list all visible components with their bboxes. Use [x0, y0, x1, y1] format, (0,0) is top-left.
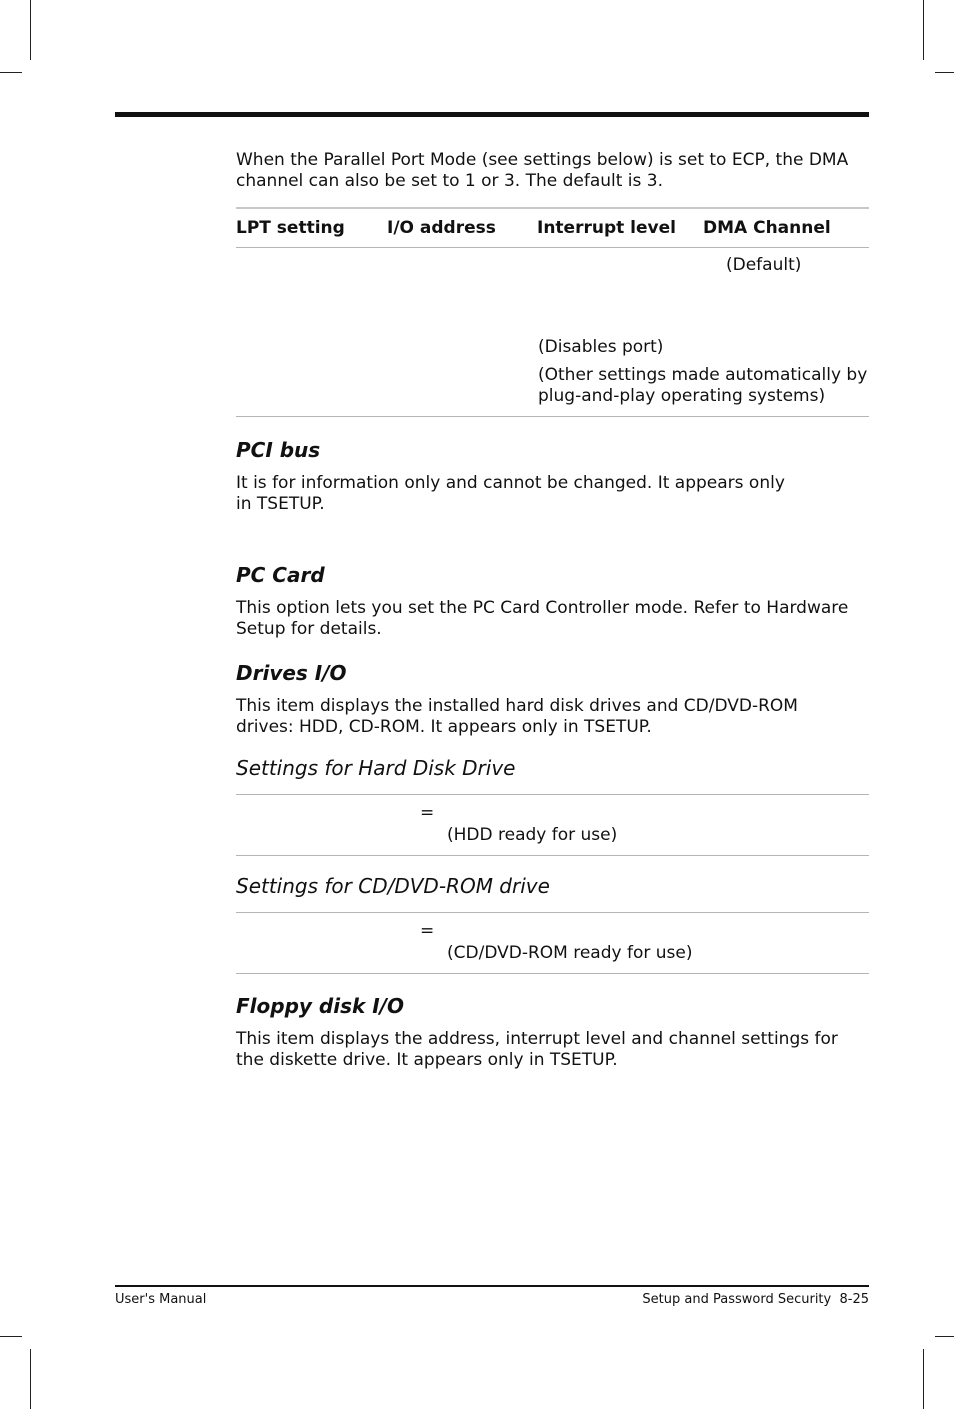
other-note-line: (Other settings made automatically by — [538, 365, 868, 385]
crop-mark — [30, 1349, 31, 1409]
pci-bus-line: It is for information only and cannot be changed. It appears only — [236, 473, 785, 493]
cdrom-bottom-rule — [236, 973, 869, 974]
other-note-line: plug-and-play operating systems) — [538, 386, 826, 406]
drives-io-paragraph — [236, 696, 869, 738]
crop-mark — [923, 1349, 924, 1409]
footer-right: Setup and Password Security 8-25 — [642, 1292, 869, 1307]
cdrom-ready-note: (CD/DVD-ROM ready for use) — [447, 943, 693, 963]
cdrom-top-rule — [236, 912, 869, 913]
table-top-rule — [236, 207, 869, 209]
pc-card-line: This option lets you set the PC Card Controller mode. Refer to Hardware — [236, 598, 849, 618]
hdd-equals: = — [420, 803, 435, 823]
crop-mark — [935, 72, 954, 73]
header-io-address: I/O address — [387, 218, 496, 238]
pci-bus-paragraph — [236, 473, 869, 515]
intro-line: channel can also be set to 1 or 3. The default is 3. — [236, 171, 664, 191]
hdd-settings-heading: Settings for Hard Disk Drive — [236, 756, 516, 780]
cdrom-settings-heading: Settings for CD/DVD-ROM drive — [236, 874, 550, 898]
table-header-rule — [236, 247, 869, 248]
crop-mark — [935, 1336, 954, 1337]
intro-line: When the Parallel Port Mode (see settings below) is set to ECP, the DMA — [236, 150, 849, 170]
pc-card-line: Setup for details. — [236, 619, 382, 639]
crop-mark — [0, 72, 22, 73]
disables-note: (Disables port) — [538, 337, 664, 357]
pc-card-paragraph — [236, 598, 869, 640]
drives-io-heading: Drives I/O — [236, 661, 347, 685]
crop-mark — [0, 1336, 22, 1337]
footer-left: User's Manual — [115, 1292, 207, 1307]
header-dma-channel: DMA Channel — [703, 218, 831, 238]
floppy-io-line: This item displays the address, interrupt level and channel settings for — [236, 1029, 838, 1049]
drives-io-line: This item displays the installed hard disk drives and CD/DVD-ROM — [236, 696, 798, 716]
intro-paragraph — [236, 150, 869, 192]
crop-mark — [30, 0, 31, 60]
footer-rule — [115, 1285, 869, 1287]
table-bottom-rule — [236, 416, 869, 417]
pci-bus-line: in TSETUP. — [236, 494, 325, 514]
header-interrupt-level: Interrupt level — [537, 218, 676, 238]
hdd-ready-note: (HDD ready for use) — [447, 825, 618, 845]
pci-bus-heading: PCI bus — [236, 438, 321, 462]
crop-mark — [923, 0, 924, 60]
default-note: (Default) — [726, 255, 802, 275]
floppy-io-heading: Floppy disk I/O — [236, 994, 404, 1018]
cdrom-equals: = — [420, 921, 435, 941]
drives-io-line: drives: HDD, CD-ROM. It appears only in TSETUP. — [236, 717, 652, 737]
floppy-io-paragraph — [236, 1029, 869, 1071]
header-rule — [115, 112, 869, 117]
header-lpt-setting: LPT setting — [236, 218, 345, 238]
hdd-bottom-rule — [236, 855, 869, 856]
other-settings-note — [538, 365, 878, 407]
pc-card-heading: PC Card — [236, 563, 325, 587]
floppy-io-line: the diskette drive. It appears only in TSETUP. — [236, 1050, 618, 1070]
hdd-top-rule — [236, 794, 869, 795]
